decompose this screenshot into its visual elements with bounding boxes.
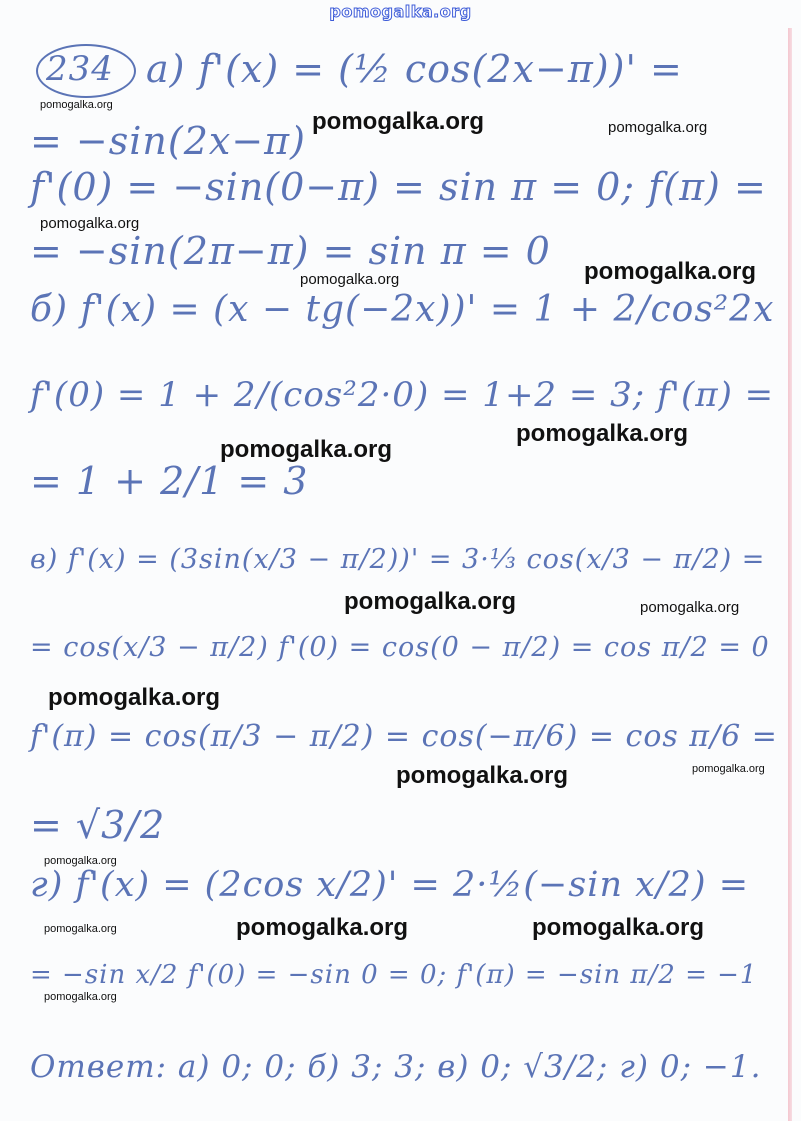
solution-line-8: в) f'(x) = (3sin(x/3 − π/2))' = 3·⅓ cos(x/3 − π/2) = (30, 544, 766, 575)
watermark: pomogalka.org (40, 215, 140, 232)
watermark: pomogalka.org (44, 991, 117, 1003)
header-watermark: pomogalka.org (329, 2, 472, 21)
watermark: pomogalka.org (692, 763, 765, 775)
solution-line-1: a) f'(x) = (½ cos(2x−π))' = (146, 47, 683, 91)
solution-line-3: f'(0) = −sin(0−π) = sin π = 0; f(π) = (30, 165, 767, 209)
watermark: pomogalka.org (300, 271, 400, 288)
solution-line-4: = −sin(2π−π) = sin π = 0 (30, 229, 551, 273)
margin-line (788, 28, 792, 1121)
solution-line-10: f'(π) = cos(π/3 − π/2) = cos(−π/6) = cos π/6 = (30, 719, 778, 754)
solution-line-12: г) f'(x) = (2cos x/2)' = 2·½(−sin x/2) = (30, 865, 750, 905)
watermark: pomogalka.org (640, 599, 740, 616)
solution-line-5: б) f'(x) = (x − tg(−2x))' = 1 + 2/cos²2x (30, 289, 775, 330)
watermark: pomogalka.org (220, 436, 393, 463)
solution-line-13: = −sin x/2 f'(0) = −sin 0 = 0; f'(π) = −sin π/2 = −1 (30, 960, 758, 990)
solution-line-7: = 1 + 2/1 = 3 (30, 459, 309, 503)
watermark: pomogalka.org (396, 762, 569, 789)
watermark: pomogalka.org (312, 108, 485, 135)
task-number: 234 (46, 49, 114, 89)
solution-line-11: = √3/2 (30, 803, 166, 847)
solution-line-2: = −sin(2x−π) (30, 119, 306, 163)
watermark: pomogalka.org (44, 923, 117, 935)
watermark: pomogalka.org (40, 99, 113, 111)
answer-line: Ответ: а) 0; 0; б) 3; 3; в) 0; √3/2; г) 0; −1. (30, 1049, 762, 1085)
watermark: pomogalka.org (516, 420, 689, 447)
watermark: pomogalka.org (608, 119, 708, 136)
watermark: pomogalka.org (236, 914, 409, 941)
solution-line-6: f'(0) = 1 + 2/(cos²2·0) = 1+2 = 3; f'(π) = (30, 375, 775, 415)
solution-line-9: = cos(x/3 − π/2) f'(0) = cos(0 − π/2) = cos π/2 = 0 (30, 632, 770, 663)
watermark: pomogalka.org (44, 855, 117, 867)
watermark: pomogalka.org (344, 588, 517, 615)
watermark: pomogalka.org (584, 258, 757, 285)
watermark: pomogalka.org (532, 914, 705, 941)
watermark: pomogalka.org (48, 684, 221, 711)
